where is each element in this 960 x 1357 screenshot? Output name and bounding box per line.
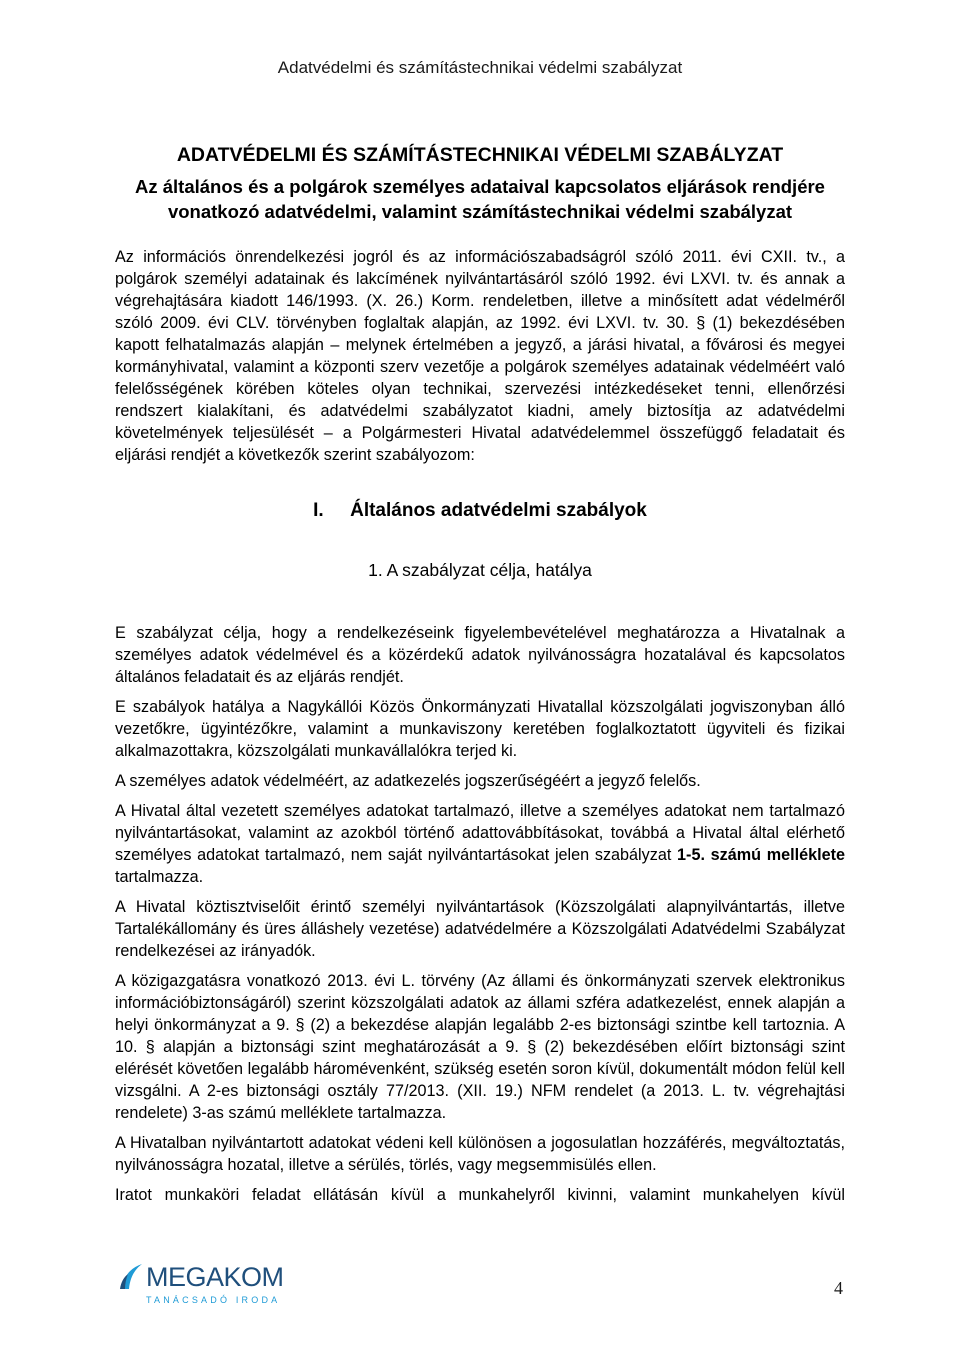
document-body bbox=[115, 143, 845, 1206]
paragraph-registries-text: A Hivatal által vezetett személyes adatokat tartalmazó, illetve a személyes adatokat nem tartalmazó nyilvántartásokat, valamint az azokból történő adattovábbításokat, továbbá a Hivatal által elérhető személyes adatokat tartalmazó, nem saját nyilvántartásokat jelen szabályzat bbox=[115, 802, 845, 864]
paragraph-civil-servants: A Hivatal köztisztviselőit érintő személyi nyilvántartások (Közszolgálati alapnyilvántartás, illetve Tartalékállomány és üres álláshely vezetése) adatvédelmére a Közszolgálati Adatvédelmi Szabályzat rendelkezései az irányadók. bbox=[115, 898, 845, 960]
paragraph-security-level: A közigazgatásra vonatkozó 2013. évi L. törvény (Az állami és önkormányzati szervek elektronikus információbiztonságáról) szerint közszolgálati adatok az állami szféra adatkezelést, ennek alapján a helyi önkormányzat a 9. § (2) a bekezdése alapján legalább 2-es biztonsági szintbe kell tartoznia. A 10. § alapján a biztonsági szint meghatározását a 9. § (2) bekezdésében előírt biztonsági szint elérését követően legalább háromévenként, szükség esetén soron kívül, dokumentált módon felül kell vizsgálni. A 2-es biztonsági osztály 77/2013. (XII. 19.) NFM rendelet (a 2013. L. tv. végrehajtási rendelete) 3-as számú melléklete tartalmazza. bbox=[115, 972, 845, 1122]
document-subtitle: Az általános és a polgárok személyes adataival kapcsolatos eljárások rendjére vonatkozó adatvédelmi, valamint számítástechnikai védelmi szabályzat bbox=[135, 176, 825, 222]
paragraph-registries-end: tartalmazza. bbox=[115, 868, 204, 886]
paragraph-documents: Iratot munkaköri feladat ellátásán kívül a munkahelyről kivinni, valamint munkahelyen kívül bbox=[115, 1186, 845, 1204]
logo-tagline: TANÁCSADÓ IRODA bbox=[146, 1295, 281, 1305]
paragraph-protection: A Hivatalban nyilvántartott adatokat védeni kell különösen a jogosulatlan hozzáférés, megváltoztatás, nyilvánosságra hozatal, illetve a sérülés, törlés, vagy megsemmisülés ellen. bbox=[115, 1134, 845, 1174]
logo-text bbox=[146, 1262, 284, 1306]
running-header: Adatvédelmi és számítástechnikai védelmi szabályzat bbox=[277, 58, 683, 77]
paragraph-registries bbox=[115, 800, 845, 888]
preamble-paragraph: Az információs önrendelkezési jogról és az információszabadságról szóló 2011. évi CXII. tv., a polgárok személyi adatainak és lakcímének nyilvántartásáról szóló 1992. évi LXVI. tv. és annak a végrehajtására kiadott 146/1993. (X. 26.) Korm. rendeletben, illetve a minősített adat védelméről szóló 2009. évi CLV. törvényben foglaltak alapján, az 1992. évi LXVI. tv. 30. § (1) bekezdésében kapott felhatalmazás alapján – melynek értelmében a jegyző, a járási hivatal, a fővárosi és megyei kormányhivatal, valamint a központi szerv vezetője a polgárok személyes adatainak védelméért való felelősségének körében köteles olyan technikai, szervezési intézkedéseket tenni, ellenőrzési rendszert kialakítani, és adatvédelmi szabályzatot kiadni, amely biztosítja az adatvédelmi követelmények teljesülését – a Polgármesteri Hivatal adatvédelemmel összefüggő feladatait és eljárási rendjét a következők szerint szabályozom: bbox=[115, 248, 845, 464]
page-number: 4 bbox=[834, 1278, 843, 1298]
document-title: ADATVÉDELMI ÉS SZÁMÍTÁSTECHNIKAI VÉDELMI SZABÁLYZAT bbox=[176, 144, 784, 166]
section-heading: 1. A szabályzat célja, hatálya bbox=[368, 560, 592, 580]
paragraph-responsibility: A személyes adatok védelméért, az adatkezelés jogszerűségéért a jegyző felelős. bbox=[115, 772, 701, 790]
chapter-heading: I. Általános adatvédelmi szabályok bbox=[313, 500, 647, 521]
logo-name: MEGAKOM bbox=[146, 1262, 284, 1292]
paragraph-scope: E szabályok hatálya a Nagykállói Közös Önkormányzati Hivatallal közszolgálati jogviszonyban álló vezetőkre, ügyintézőkre, valamint a munkaviszony keretében foglalkoztatott ügyviteli és fizikai alkalmazottakra, közszolgálati munkavállalókra terjed ki. bbox=[115, 698, 845, 760]
megakom-mark-icon bbox=[118, 1262, 144, 1292]
paragraph-purpose: E szabályzat célja, hogy a rendelkezéseink figyelembevételével meghatározza a Hivatalnak a személyes adatok védelmével és a közérdekű adatok nyilvánosságra hozatalával és kapcsolatos általános feladatait és az eljárás rendjét. bbox=[115, 624, 845, 686]
annex-reference: 1-5. számú melléklete bbox=[677, 846, 846, 864]
megakom-logo bbox=[118, 1262, 284, 1306]
